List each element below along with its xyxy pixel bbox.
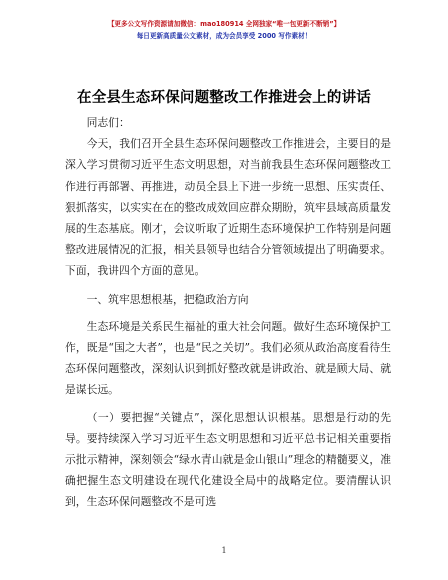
page-number: 1 [221, 546, 227, 555]
section-heading-1: 一、筑牢思想根基，把稳政治方向 [86, 292, 249, 306]
paragraph-subsection-1: （一）要把握“关键点”，深化思想认识根基。思想是行动的先导。要持续深入学习习近平生态文明思想和习近平总书记相关重要指示批示精神，深刻领会“绿水青山就是金山银山”理念的精髓要义，准确把握生态文明建设在现代化建设全局中的战略定位。要清醒认识到，生态环保问题整改不是可选 [65, 410, 391, 509]
salutation: 同志们： [86, 116, 130, 129]
promo-banner-line-2: 每日更新高质量公文素材，成为会员享受 2000 写作素材！ [136, 32, 312, 40]
promo-banner-line-1: 【更多公文写作资源请加微信：mao180914 全网独家“唯一包更新不断销”】 [107, 20, 341, 28]
paragraph-section-1: 生态环境是关系民生福祉的重大社会问题。做好生态环境保护工作，既是“国之大者”，也是“民之关切”。我们必须从政治高度看待生态环保问题整改，深刻认识到抓好整改就是讲政治、就是顾大局、就是谋长远。 [65, 319, 391, 397]
document-title: 在全县生态环保问题整改工作推进会上的讲话 [77, 89, 371, 106]
document-body [65, 112, 391, 513]
promo-banner [0, 18, 448, 42]
paragraph-intro: 今天，我们召开全县生态环保问题整改工作推进会，主要目的是深入学习贯彻习近平生态文明思想，对当前我县生态环保问题整改工作进行再部署、再推进，动员全县上下进一步统一思想、压实责任、狠抓落实，以实实在在的整改成效回应群众期盼，筑牢县域高质量发展的生态基底。刚才，会议听取了近期生态环境保护工作特别是问题整改进展情况的汇报，相关县领导也结合分管领域提出了明确要求。下面，我讲四个方面的意见。 [65, 137, 391, 278]
